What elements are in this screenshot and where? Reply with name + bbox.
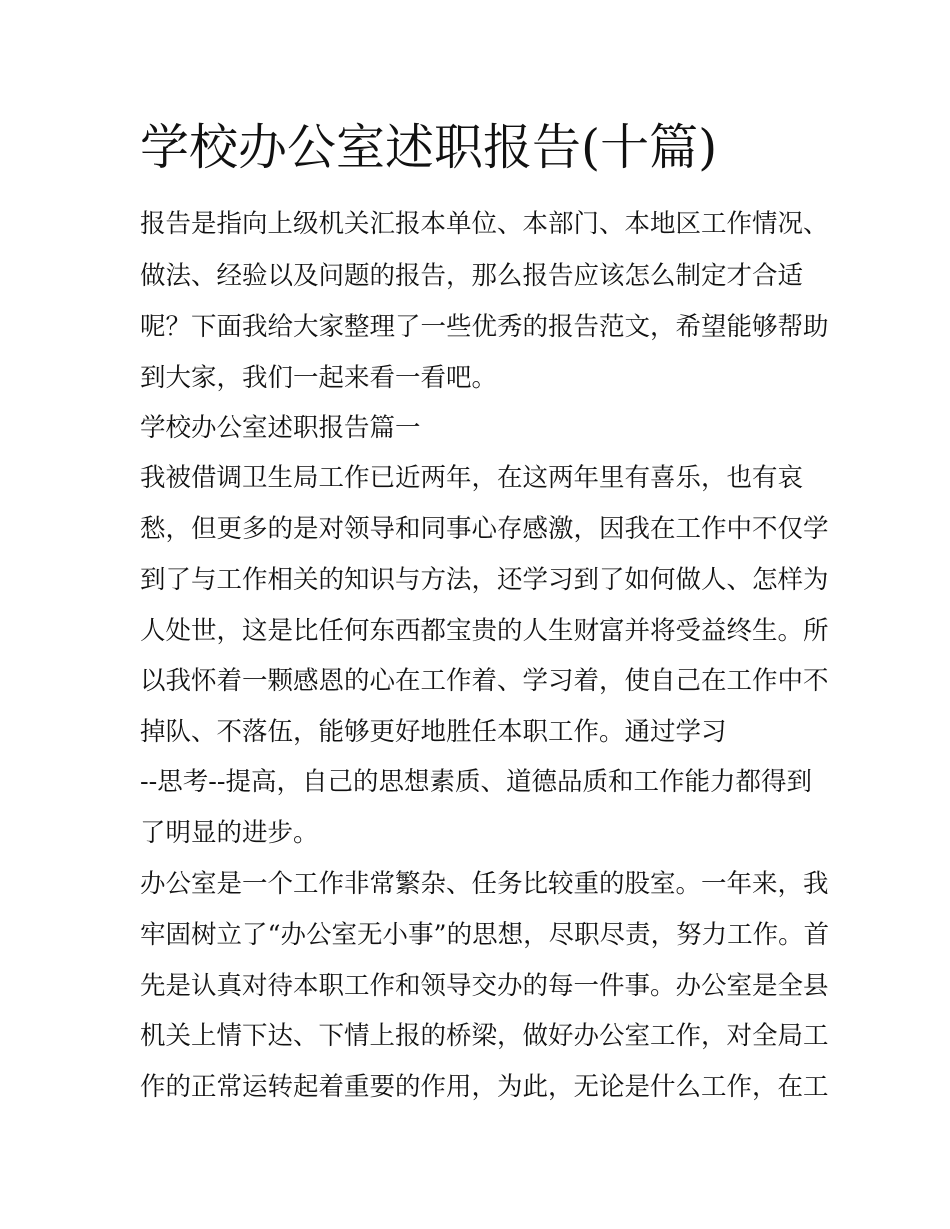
text-line-11: 掉队、不落伍，能够更好地胜任本职工作。通过学习 (140, 717, 727, 747)
text-line-9: 人处世，这是比任何东西都宝贵的人生财富并将受益终生。所 (140, 616, 829, 646)
text-line-4: 到大家，我们一起来看一看吧。 (140, 363, 498, 393)
text-line-16: 先是认真对待本职工作和领导交办的每一件事。办公室是全县 (140, 971, 829, 1001)
text-line-8: 到了与工作相关的知识与方法，还学习到了如何做人、怎样为 (140, 565, 829, 595)
text-line-13: 了明显的进步。 (140, 818, 319, 848)
text-line-3: 呢？下面我给大家整理了一些优秀的报告范文，希望能够帮助 (140, 312, 829, 342)
text-line-6: 我被借调卫生局工作已近两年，在这两年里有喜乐，也有哀 (140, 463, 804, 493)
text-line-1: 报告是指向上级机关汇报本单位、本部门、本地区工作情况、 (140, 209, 829, 239)
text-line-10: 以我怀着一颗感恩的心在工作着、学习着，使自己在工作中不 (140, 666, 829, 696)
section-heading: 学校办公室述职报告篇一 (140, 413, 421, 443)
document-title: 学校办公室述职报告(十篇) (140, 119, 718, 176)
text-line-12: --思考--提高，自己的思想素质、道德品质和工作能力都得到 (140, 767, 812, 797)
text-line-14: 办公室是一个工作非常繁杂、任务比较重的股室。一年来，我 (140, 869, 829, 899)
text-line-7: 愁，但更多的是对领导和同事心存感激，因我在工作中不仅学 (140, 514, 829, 544)
text-line-15: 牢固树立了“办公室无小事”的思想，尽职尽责，努力工作。首 (140, 920, 830, 950)
text-line-18: 作的正常运转起着重要的作用，为此，无论是什么工作，在工 (140, 1072, 829, 1102)
text-line-17: 机关上情下达、下情上报的桥梁，做好办公室工作，对全局工 (140, 1021, 829, 1051)
text-line-2: 做法、经验以及问题的报告，那么报告应该怎么制定才合适 (140, 261, 804, 291)
